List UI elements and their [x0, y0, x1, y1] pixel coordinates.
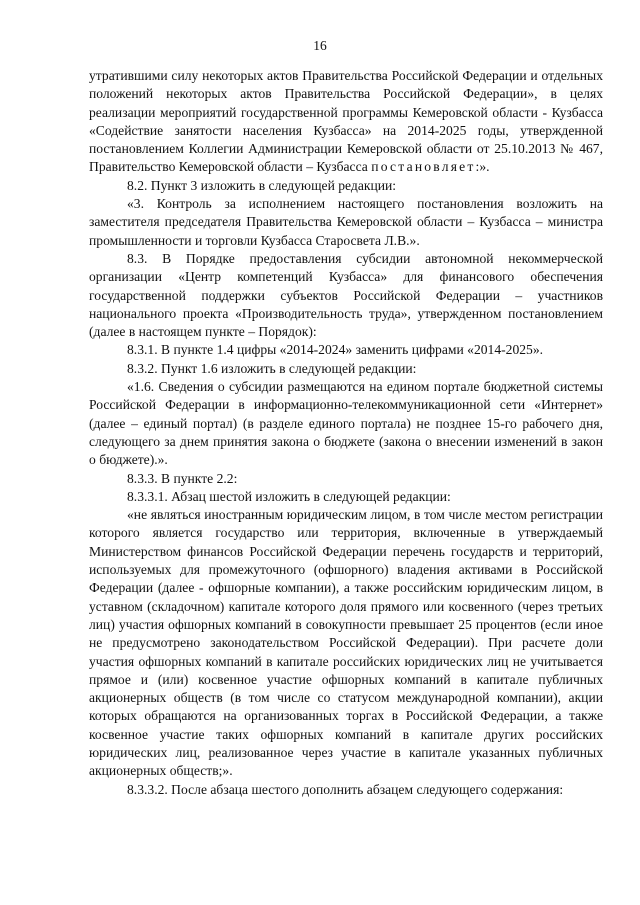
paragraph-preamble-continuation	[89, 67, 603, 177]
page-number: 16	[313, 38, 327, 53]
paragraph-quote-offshore: «не являться иностранным юридическим лицом, в том числе местом регистрации которого является государство или территория, включенные в утверждаемый Министерством финансов Российской Федерации перечень государств и территорий, используемых для промежуточного (офшорного) владения активами в Российской Федерации (далее - офшорные компании), а также российским юридическим лицом, в уставном (складочном) капитале которого доля прямого или косвенного (через третьих лиц) участия офшорных компаний в совокупности превышает 25 процентов (если иное не предусмотрено законодательством Российской Федерации). При расчете доли участия офшорных компаний в капитале российских юридических лиц не учитывается прямое и (или) косвенное участие офшорных компаний в капитале публичных акционерных обществ (в том числе со статусом международной компании), акции которых обращаются на организованных торгах в Российской Федерации, а также косвенное участие таких офшорных компаний в капитале других российских юридических лиц, реализованное через участие в капитале указанных публичных акционерных обществ;».	[89, 507, 603, 779]
paragraph-quote-clause-3: «3. Контроль за исполнением настоящего постановления возложить на заместителя председателя Правительства Кемеровской области – Кузбасса – министра промышленности и торговли Кузбасса Старосвета Л.В.».	[89, 196, 603, 248]
resolution-word: постановляет	[371, 159, 476, 175]
preamble-closing: :».	[475, 159, 490, 175]
paragraph-8-3-2: 8.3.2. Пункт 1.6 изложить в следующей редакции:	[127, 360, 417, 376]
paragraph-8-3-3-2: 8.3.3.2. После абзаца шестого дополнить абзацем следующего содержания:	[127, 781, 564, 797]
preamble-text: утратившими силу некоторых актов Правительства Российской Федерации и отдельных положений некоторых актов Правительства Российской Федерации», в целях реализации мероприятий государственной программы Кемеровской области - Кузбасса «Содействие занятости населения Кузбасса» на 2014-2025 годы, утвержденной постановлением Коллегии Администрации Кемеровской области от 25.10.2013 № 467, Правительство Кемеровской области – Кузбасса	[89, 68, 603, 175]
paragraph-8-3-3: 8.3.3. В пункте 2.2:	[127, 470, 238, 486]
paragraph-quote-clause-1-6: «1.6. Сведения о субсидии размещаются на едином портале бюджетной системы Российской Федерации в информационно-телекоммуникационной сети «Интернет» (далее – единый портал) (в разделе единого портала) не позднее 15-го рабочего дня, следующего за днем принятия закона о бюджете (закона о внесении изменений в закон о бюджете).».	[89, 379, 603, 468]
paragraph-8-3-1: 8.3.1. В пункте 1.4 цифры «2014-2024» заменить цифрами «2014-2025».	[127, 342, 544, 358]
paragraph-8-3: 8.3. В Порядке предоставления субсидии автономной некоммерческой организации «Центр компетенций Кузбасса» для финансового обеспечения государственной поддержки субъектов Российской Федерации – участников национального проекта «Производительность труда», утвержденном постановлением (далее в настоящем пункте – Порядок):	[89, 250, 603, 340]
paragraph-8-3-3-1: 8.3.3.1. Абзац шестой изложить в следующей редакции:	[127, 488, 451, 504]
document-body	[89, 67, 603, 799]
paragraph-8-2: 8.2. Пункт 3 изложить в следующей редакции:	[127, 177, 397, 193]
